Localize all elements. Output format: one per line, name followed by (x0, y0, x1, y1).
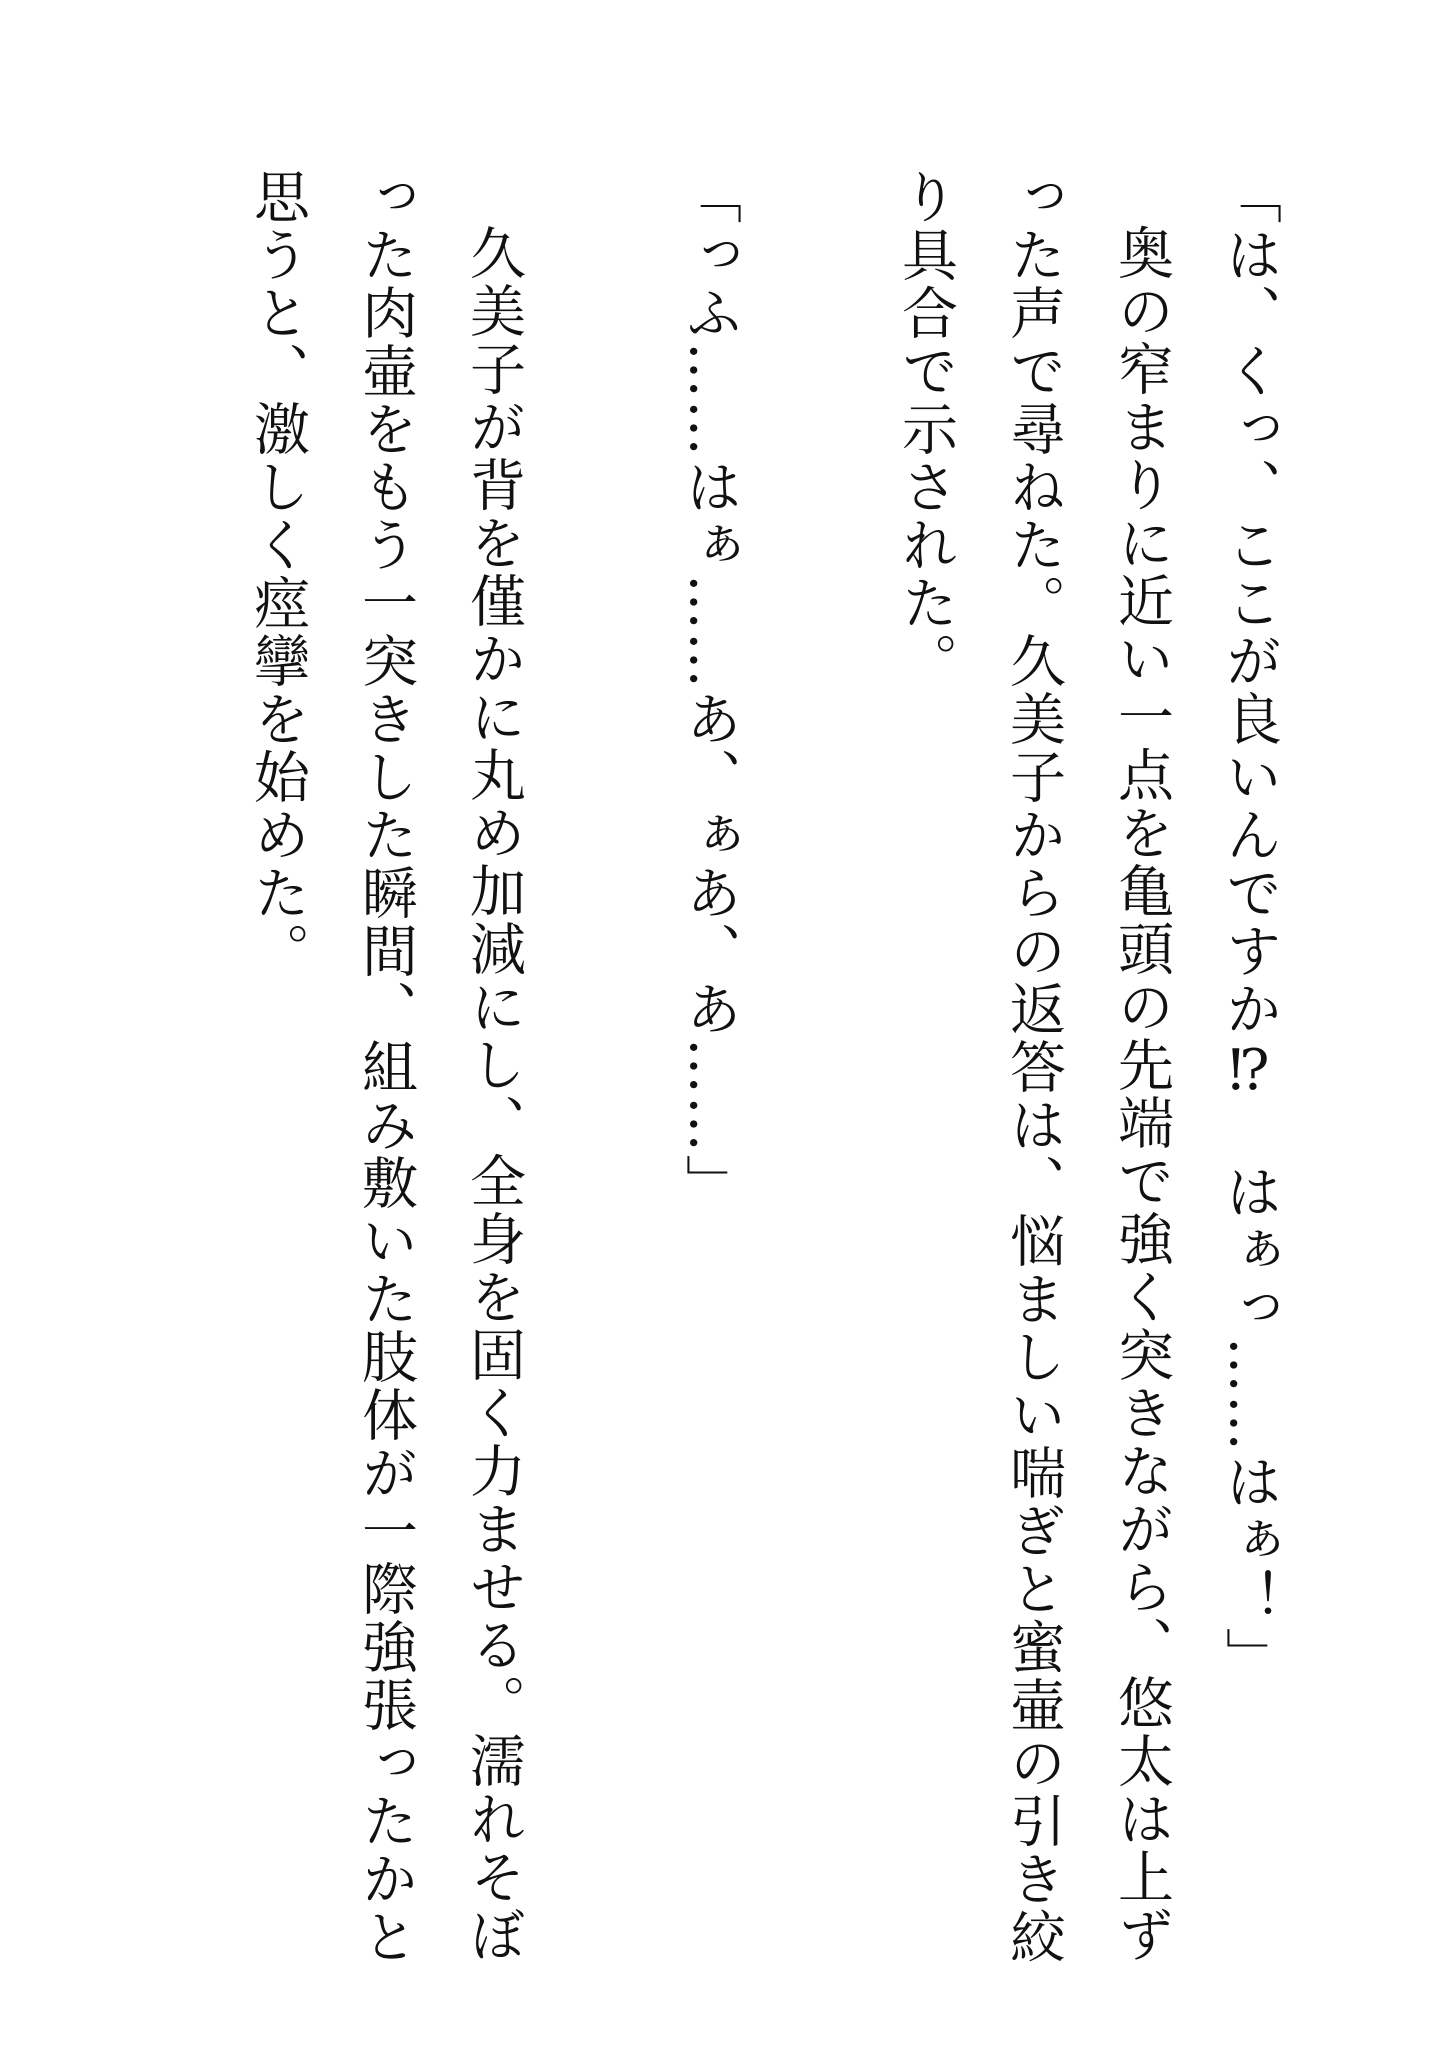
vertical-text-block (223, 168, 1303, 1968)
blank-line (763, 168, 871, 178)
narration-paragraph-1: 奥の窄まりに近い一点を亀頭の先端で強く突きながら、悠太は上ずった声で尋ねた。久美子からの返答は、悩ましい喘ぎと蜜壷の引き絞り具合で示された。 (893, 168, 1174, 1966)
dialogue-line-1: 「は、くっ、ここが良いんですか⁉ はぁっ……はぁ！」 (1217, 168, 1282, 1685)
blank-line (547, 168, 655, 178)
dialogue-line-2: 「っふ……はぁ……あ、ぁあ、あ……」 (677, 168, 742, 1212)
narration-paragraph-2: 久美子が背を僅かに丸め加減にし、全身を固く力ませる。濡れそぼった肉壷をもう一突きした瞬間、組み敷いた肢体が一際強張ったかと思うと、激しく痙攣を始めた。 (245, 168, 526, 1966)
